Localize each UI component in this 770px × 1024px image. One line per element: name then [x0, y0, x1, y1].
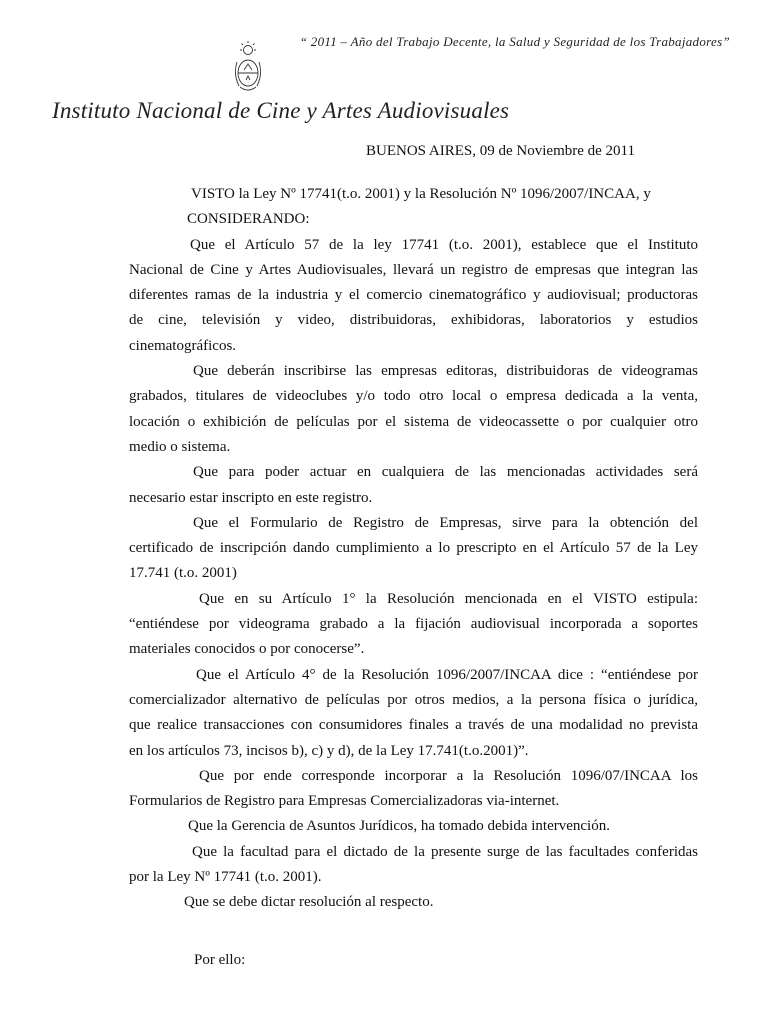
paragraph-line: Que el Artículo 4° de la Resolución 1096/2007/INCAA dice : “entiéndese por: [196, 666, 698, 683]
paragraph-line: Que la Gerencia de Asuntos Jurídicos, ha tomado debida intervención.: [188, 818, 610, 835]
paragraph-line: Que la facultad para el dictado de la presente surge de las facultades conferidas: [192, 843, 698, 860]
paragraph-line: por la Ley Nº 17741 (t.o. 2001).: [129, 869, 322, 886]
paragraph-line: cinematográficos.: [129, 337, 237, 354]
paragraph-line: materiales conocidos o por conocerse”.: [129, 641, 365, 658]
paragraph-line: diferentes ramas de la industria y el comercio cinematográfico y audiovisual; productoras: [129, 287, 698, 304]
paragraph-line: grabados, titulares de videoclubes y/o todo otro local o empresa dedicada a la venta,: [129, 388, 698, 405]
paragraph-line: Que se debe dictar resolución al respecto.: [184, 894, 434, 911]
paragraph-line: certificado de inscripción dando cumplimiento a lo prescripto en el Artículo 57 de la Ley: [129, 540, 698, 557]
paragraph-line: Nacional de Cine y Artes Audiovisuales, llevará un registro de empresas que integran las: [129, 261, 698, 278]
header-motto: “ 2011 – Año del Trabajo Decente, la Salud y Seguridad de los Trabajadores”: [299, 34, 730, 49]
considerando-heading: CONSIDERANDO:: [187, 211, 310, 228]
paragraph-line: que realice transacciones con consumidores finales a través de una modalidad no prevista: [129, 717, 698, 734]
paragraph-line: de cine, televisión y video, distribuidoras, exhibidoras, laboratorios y estudios: [129, 312, 698, 329]
paragraph-line: necesario estar inscripto en este registro.: [129, 489, 373, 506]
paragraph-line: Que deberán inscribirse las empresas editoras, distribuidoras de videogramas: [193, 363, 698, 380]
date-line: BUENOS AIRES, 09 de Noviembre de 2011: [366, 143, 636, 159]
paragraph-line: comercializador alternativo de películas por otros medios, a la persona física o jurídica,: [129, 691, 698, 708]
institute-name: Instituto Nacional de Cine y Artes Audiovisuales: [52, 98, 510, 123]
paragraph-line: Que para poder actuar en cualquiera de las mencionadas actividades será: [193, 464, 698, 481]
visto-line: VISTO la Ley Nº 17741(t.o. 2001) y la Resolución Nº 1096/2007/INCAA, y: [191, 186, 651, 202]
paragraph-line: en los artículos 73, incisos b), c) y d), de la Ley 17.741(t.o.2001)”.: [129, 742, 529, 759]
spacer: [129, 916, 698, 948]
paragraph-line: Que el Artículo 57 de la ley 17741 (t.o. 2001), establece que el Instituto: [190, 236, 698, 253]
paragraph-line: Que el Formulario de Registro de Empresas, sirve para la obtención del: [193, 514, 698, 531]
paragraph-line: Que por ende corresponde incorporar a la Resolución 1096/07/INCAA los: [199, 767, 698, 784]
por-ello-line: Por ello:: [194, 951, 246, 968]
document-body: [129, 182, 698, 973]
paragraph-line: Formularios de Registro para Empresas Comercializadoras via-internet.: [129, 793, 560, 810]
paragraph-line: Que en su Artículo 1° la Resolución mencionada en el VISTO estipula:: [199, 590, 698, 607]
paragraph-line: 17.741 (t.o. 2001): [129, 565, 237, 582]
paragraph-line: medio o sistema.: [129, 438, 231, 455]
paragraph-line: locación o exhibición de películas por el sistema de videocassette o por cualquier otro: [129, 413, 698, 430]
national-coat-of-arms-icon: [232, 40, 264, 96]
paragraph-line: “entiéndese por videograma grabado a la fijación audiovisual incorporada a soportes: [129, 616, 698, 633]
